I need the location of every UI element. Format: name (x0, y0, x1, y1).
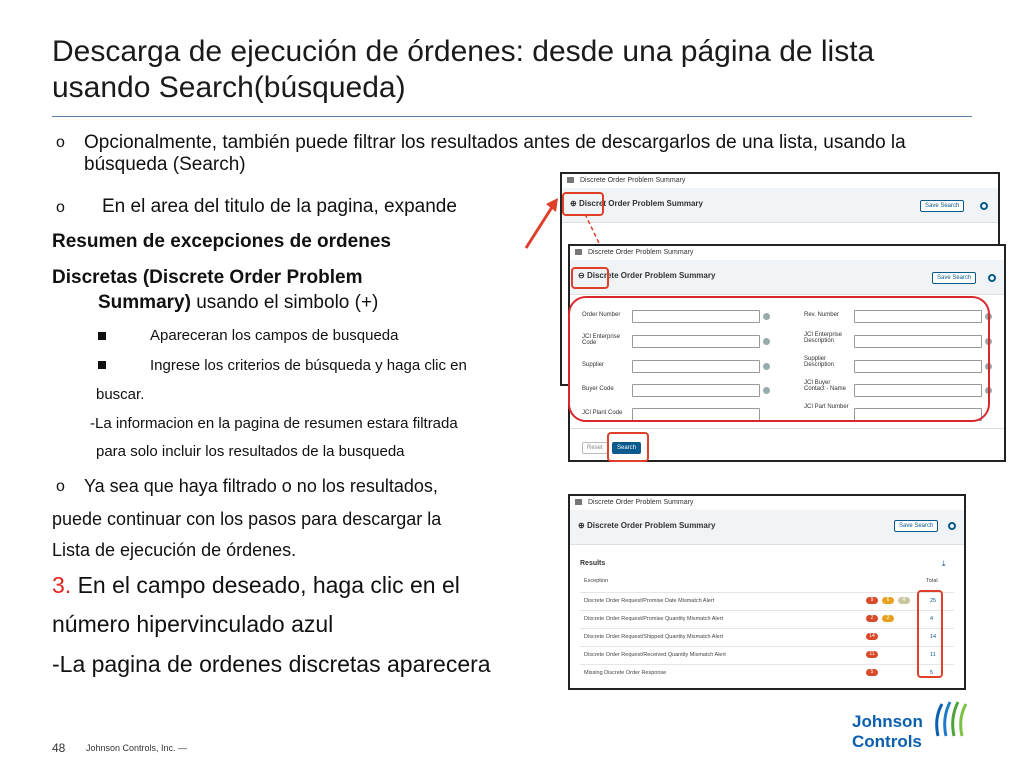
bullet-continue-2: puede continuar con los pasos para descargar la (52, 509, 442, 529)
save-search-button[interactable]: Save Search (894, 520, 938, 532)
page-header (570, 510, 964, 545)
search-button[interactable]: Search (612, 442, 641, 454)
bullet-marker: o (56, 199, 65, 216)
field-label: JCI Plant Code (582, 410, 623, 416)
table-row (580, 592, 954, 609)
badge[interactable]: 2 (866, 615, 878, 622)
download-icon[interactable]: ⤓ (942, 559, 946, 568)
home-icon (575, 249, 582, 255)
save-search-button[interactable]: Save Search (920, 200, 964, 212)
divider (570, 428, 1004, 429)
row-exception[interactable]: Missing Discrete Order Response (584, 670, 667, 676)
breadcrumb (562, 174, 998, 189)
sub-note-filtered-cont: para solo incluir los resultados de la busqueda (96, 443, 405, 460)
row-exception[interactable]: Discrete Order Request/Promise Date Mismatch Alert (584, 598, 715, 604)
breadcrumb-label: Discrete Order Problem Summary (580, 177, 686, 184)
text-summary-symbol: Summary) usando el simbolo (+) (98, 292, 379, 313)
text-summary-title: Resumen de excepciones de ordenes (52, 231, 391, 252)
step-3: 3. En el campo deseado, haga clic en el (52, 572, 460, 598)
field-label: Order Number (582, 312, 621, 318)
breadcrumb (570, 496, 964, 511)
row-exception[interactable]: Discrete Order Request/Promise Quantity Mismatch Alert (584, 616, 724, 622)
bullet-expand: En el area del titulo de la pagina, expande (102, 196, 457, 217)
logo-line1: Johnson (852, 712, 923, 731)
text-discrete-title: Discretas (Discrete Order Problem (52, 267, 363, 288)
badge[interactable]: 4 (898, 597, 910, 604)
field-label: Rev. Number (804, 312, 839, 318)
sub-note-filtered: -La informacion en la pagina de resumen estara filtrada (90, 415, 458, 432)
badge[interactable]: 9 (866, 597, 878, 604)
save-search-button[interactable]: Save Search (932, 272, 976, 284)
badge[interactable]: 6 (882, 597, 894, 604)
field-label: Buyer Code (582, 386, 614, 392)
highlight-collapse (571, 267, 609, 289)
badge[interactable]: 14 (866, 633, 878, 640)
johnson-controls-logo (848, 700, 978, 756)
field-label: JCI Enterprise Code (582, 334, 621, 346)
sub-bullet-criteria: Ingrese los criterios de búsqueda y haga clic en (150, 357, 467, 374)
square-bullet (98, 332, 106, 340)
reset-button[interactable]: Reset (582, 442, 608, 454)
total-link[interactable]: 25 (930, 598, 937, 604)
table-row (580, 628, 954, 645)
bullet-continue: Ya sea que haya filtrado o no los resultados, (84, 476, 438, 496)
sub-bullet-criteria-cont: buscar. (96, 386, 145, 403)
page-title: Descarga de ejecución de órdenes: desde una página de lista usando Search(búsqueda) (52, 35, 875, 104)
header-title: ⊕ Discret Order Problem Summary (570, 199, 703, 208)
results-heading: Results (580, 560, 606, 567)
square-bullet (98, 361, 106, 369)
breadcrumb-label: Discrete Order Problem Summary (588, 249, 694, 256)
total-link[interactable]: 11 (930, 652, 936, 658)
page-number: 48 (52, 741, 66, 755)
header-title: ⊖ Discrete Order Problem Summary (578, 271, 716, 280)
table-row (580, 646, 954, 663)
sub-bullet-fields: Apareceran los campos de busqueda (150, 327, 399, 344)
bullet-continue-3: Lista de ejecución de órdenes. (52, 540, 297, 560)
home-icon (567, 177, 574, 183)
logo-mark-icon (932, 700, 976, 740)
field-label: Supplier Description (804, 356, 835, 368)
field-label: Supplier (582, 362, 605, 368)
title-divider (52, 116, 972, 117)
home-icon (575, 499, 582, 505)
badge[interactable]: 5 (866, 669, 878, 676)
total-link[interactable]: 4 (930, 616, 934, 622)
page-header (570, 260, 1004, 295)
bullet-marker: o (56, 134, 65, 151)
table-row (580, 610, 954, 627)
footer-company: Johnson Controls, Inc. — (86, 743, 188, 753)
gear-icon[interactable] (988, 274, 996, 282)
field-label: JCI Part Number (804, 404, 849, 410)
screenshot-results (568, 494, 966, 690)
highlight-search-fields (568, 296, 990, 422)
bullet-optional-filter: Opcionalmente, también puede filtrar los resultados antes de descargarlos de una lista, usando la búsqueda (Search) (84, 132, 906, 175)
total-link[interactable]: 14 (930, 634, 937, 640)
gear-icon[interactable] (980, 202, 988, 210)
row-exception[interactable]: Discrete Order Request/Shipped Quantity Mismatch Alert (584, 634, 724, 640)
row-exception[interactable]: Discrete Order Request/Received Quantity Mismatch Alert (584, 652, 726, 658)
total-link[interactable]: 5 (930, 670, 934, 676)
header-title: ⊕ Discrete Order Problem Summary (578, 521, 716, 530)
highlight-search-button (607, 432, 649, 462)
bullet-marker: o (56, 478, 65, 495)
field-label: JCI Enterprise Description (804, 332, 843, 344)
gear-icon[interactable] (948, 522, 956, 530)
step-3-result: -La pagina de ordenes discretas aparecera (52, 651, 491, 677)
field-label: JCI Buyer Contact - Name (804, 380, 847, 392)
logo-line2: Controls (852, 732, 922, 751)
breadcrumb-label: Discrete Order Problem Summary (588, 499, 694, 506)
badge[interactable]: 2 (882, 615, 894, 622)
step-3-cont: número hipervinculado azul (52, 611, 334, 637)
column-total: Total (926, 578, 938, 584)
table-row (580, 664, 954, 681)
badge[interactable]: 11 (866, 651, 878, 658)
column-exception: Exception (584, 578, 609, 584)
highlight-total-column (917, 590, 943, 678)
arrow-line (526, 204, 554, 248)
breadcrumb (570, 246, 1004, 261)
